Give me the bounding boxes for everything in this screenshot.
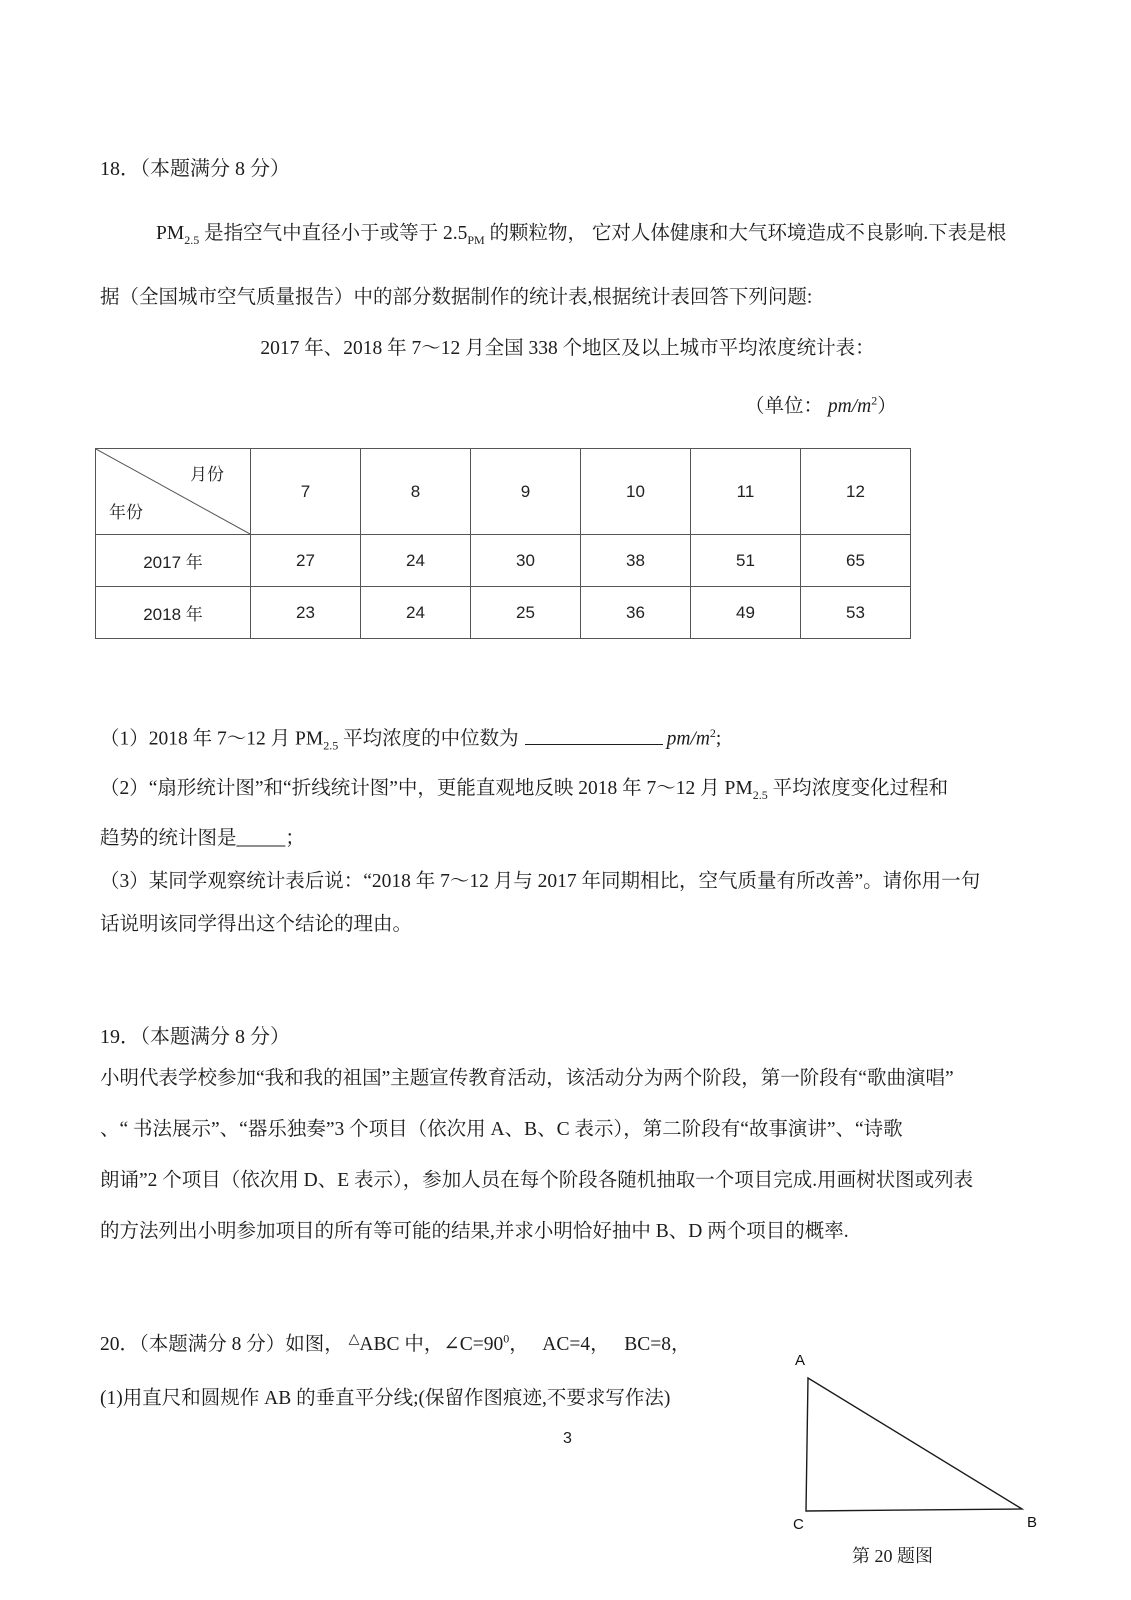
table-cell: 24	[361, 535, 471, 587]
part2-text-2: 平均浓度变化过程和	[767, 778, 949, 800]
table-cell: 23	[251, 587, 361, 639]
q20-header	[100, 1328, 760, 1356]
q20-text: 20．（本题满分 8 分）如图，	[100, 1334, 349, 1355]
pm-subscript: 2.5	[323, 738, 339, 753]
table-cell: 24	[361, 587, 471, 639]
q18-part2-line2: 趋势的统计图是_____；	[100, 828, 305, 850]
table-row-2018	[96, 587, 911, 639]
q19-line: 、“ 书法展示”、“器乐独奏”3 个项目（依次用 A、B、C 表示），第二阶段有“故事演讲”、“诗歌	[100, 1119, 903, 1140]
pm-label: PM	[156, 223, 185, 244]
q18-part3-line1: （3）某同学观察统计表后说：“2018 年 7～12 月与 2017 年同期相比，空气质量有所改善”。请你用一句	[100, 871, 981, 893]
table-title: 2017 年、2018 年 7～12 月全国 338 个地区及以上城市平均浓度统计表：	[260, 338, 875, 359]
triangle-figure	[788, 1368, 1038, 1523]
vertex-label-c: C	[793, 1516, 804, 1533]
table-cell: 65	[801, 535, 911, 587]
pm-subscript: 2.5	[752, 788, 768, 803]
q19-line: 的方法列出小明参加项目的所有等可能的结果,并求小明恰好抽中 B、D 两个项目的概率.	[100, 1221, 849, 1242]
month-header: 10	[581, 449, 691, 535]
intro-text-1: 是指空气中直径小于或等于 2.5	[199, 223, 468, 244]
pm-subscript-2: PM	[467, 232, 485, 247]
table-cell: 53	[801, 587, 911, 639]
table-row-2017	[96, 535, 911, 587]
q20-text-2: ABC 中，∠C=90	[359, 1334, 504, 1355]
corner-year-label: 年份	[109, 503, 143, 522]
table-cell: 27	[251, 535, 361, 587]
q18-intro	[100, 205, 1035, 326]
table-cell: 30	[471, 535, 581, 587]
figure-caption: 第 20 题图	[852, 1546, 933, 1566]
q20-text-3: ， AC=4， BC=8，	[509, 1334, 691, 1355]
unit-value: pm/m	[827, 396, 872, 417]
degree-sup: 0	[503, 1331, 510, 1346]
q18-parts	[100, 712, 1040, 946]
q18-part1	[100, 712, 1040, 767]
part1-unit-sup: 2	[709, 726, 716, 740]
unit-prefix: （单位：	[745, 396, 828, 417]
answer-blank	[525, 725, 663, 745]
month-header: 11	[691, 449, 801, 535]
corner-month-label: 月份	[190, 465, 224, 484]
unit-suffix: ）	[877, 396, 897, 417]
pm25-table	[95, 448, 911, 639]
table-cell: 51	[691, 535, 801, 587]
unit-sup: 2	[871, 393, 878, 408]
q19-header: 19．（本题满分 8 分）	[100, 1026, 290, 1048]
table-corner-cell	[96, 449, 251, 535]
q18-header: 18．（本题满分 8 分）	[100, 158, 290, 180]
q19-line: 小明代表学校参加“我和我的祖国”主题宣传教育活动，该活动分为两个阶段，第一阶段有“歌曲演唱”	[100, 1068, 954, 1089]
q18-part3-line2: 话说明该同学得出这个结论的理由。	[100, 914, 413, 936]
q18-intro-line2: 据（全国城市空气质量报告）中的部分数据制作的统计表,根据统计表回答下列问题:	[100, 286, 813, 308]
part1-text-2: 平均浓度的中位数为	[338, 728, 519, 750]
triangle-symbol: △	[348, 1332, 360, 1347]
q20-line2: (1)用直尺和圆规作 AB 的垂直平分线;(保留作图痕迹,不要求写作法)	[100, 1388, 671, 1409]
table-cell: 49	[691, 587, 801, 639]
q18-intro-line1	[100, 205, 1035, 269]
vertex-label-a: A	[795, 1352, 806, 1369]
table-cell: 36	[581, 587, 691, 639]
intro-text-2: 的颗粒物， 它对人体健康和大气环境造成不良影响.下表是根	[484, 223, 1007, 244]
page-number: 3	[563, 1430, 572, 1447]
month-header: 9	[471, 449, 581, 535]
table-cell: 38	[581, 535, 691, 587]
vertex-label-b: B	[1027, 1514, 1038, 1531]
part2-text: （2）“扇形统计图”和“折线统计图”中，更能直观地反映 2018 年 7～12 月 PM	[100, 778, 753, 800]
year-label: 2017 年	[96, 535, 251, 587]
month-header: 7	[251, 449, 361, 535]
year-label: 2018 年	[96, 587, 251, 639]
table-header-row	[96, 449, 911, 535]
part1-text: （1）2018 年 7～12 月 PM	[100, 728, 324, 750]
q18-part2-line1	[100, 767, 1040, 817]
q19-line: 朗诵”2 个项目（依次用 D、E 表示），参加人员在每个阶段各随机抽取一个项目完成.用画树状图或列表	[100, 1170, 974, 1191]
table-cell: 25	[471, 587, 581, 639]
q19-body	[100, 1053, 1040, 1257]
month-header: 8	[361, 449, 471, 535]
unit-label	[745, 390, 897, 418]
part1-tail: ;	[715, 728, 722, 750]
month-header: 12	[801, 449, 911, 535]
pm-subscript: 2.5	[184, 232, 200, 247]
part1-unit: pm/m	[666, 728, 710, 750]
